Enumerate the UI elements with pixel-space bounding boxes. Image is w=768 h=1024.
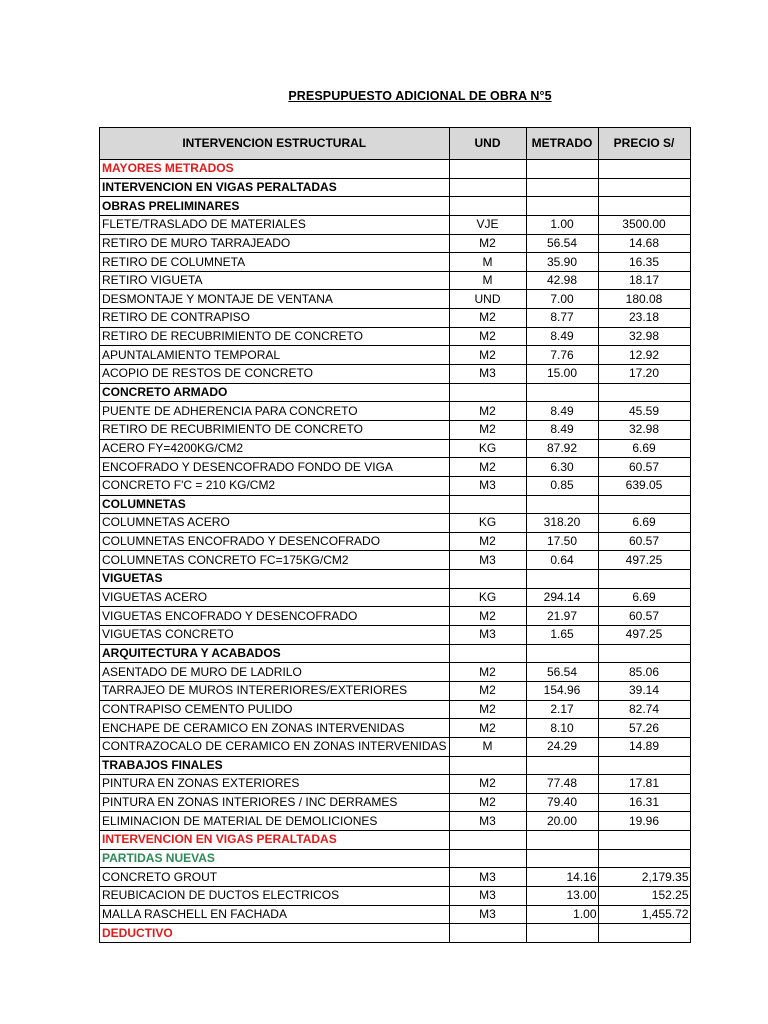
cell-description: RETIRO DE RECUBRIMIENTO DE CONCRETO	[100, 327, 450, 346]
cell-unit: M2	[449, 309, 526, 328]
cell-unit: M	[449, 737, 526, 756]
cell-price: 17.20	[598, 365, 690, 384]
cell-price: 6.69	[598, 439, 690, 458]
cell-unit	[449, 831, 526, 850]
table-row	[100, 532, 691, 551]
cell-unit: KG	[449, 439, 526, 458]
cell-unit	[449, 924, 526, 943]
cell-unit: M2	[449, 681, 526, 700]
cell-description: MALLA RASCHELL EN FACHADA	[100, 905, 450, 924]
cell-unit: M2	[449, 402, 526, 421]
cell-quantity: 294.14	[526, 588, 598, 607]
cell-unit: M2	[449, 458, 526, 477]
cell-description: RETIRO VIGUETA	[100, 271, 450, 290]
cell-quantity	[526, 178, 598, 197]
table-row	[100, 756, 691, 775]
cell-quantity: 14.16	[526, 868, 598, 887]
cell-description: DESMONTAJE Y MONTAJE DE VENTANA	[100, 290, 450, 309]
table-row	[100, 514, 691, 533]
document-title: PRESPUPUESTO ADICIONAL DE OBRA N°5	[288, 89, 552, 103]
cell-price: 16.35	[598, 253, 690, 272]
cell-price: 3500.00	[598, 215, 690, 234]
cell-price	[598, 849, 690, 868]
cell-description: TARRAJEO DE MUROS INTERERIORES/EXTERIORES	[100, 681, 450, 700]
cell-price: 14.89	[598, 737, 690, 756]
table-row	[100, 588, 691, 607]
cell-price: 17.81	[598, 775, 690, 794]
cell-price: 23.18	[598, 309, 690, 328]
table-row	[100, 681, 691, 700]
cell-price: 32.98	[598, 420, 690, 439]
table-row	[100, 458, 691, 477]
table-row	[100, 160, 691, 179]
cell-quantity: 77.48	[526, 775, 598, 794]
cell-quantity: 21.97	[526, 607, 598, 626]
cell-price: 639.05	[598, 476, 690, 495]
cell-description: CONCRETO ARMADO	[100, 383, 450, 402]
cell-unit: M2	[449, 607, 526, 626]
cell-unit: KG	[449, 588, 526, 607]
table-row	[100, 886, 691, 905]
cell-quantity	[526, 197, 598, 216]
table-row	[100, 178, 691, 197]
cell-price: 12.92	[598, 346, 690, 365]
cell-quantity: 8.10	[526, 719, 598, 738]
cell-unit: UND	[449, 290, 526, 309]
cell-unit: M2	[449, 532, 526, 551]
cell-unit: M2	[449, 346, 526, 365]
cell-price	[598, 495, 690, 514]
cell-quantity: 7.00	[526, 290, 598, 309]
header-unit: UND	[449, 128, 526, 160]
cell-description: MAYORES METRADOS	[100, 160, 450, 179]
cell-description: ENCOFRADO Y DESENCOFRADO FONDO DE VIGA	[100, 458, 450, 477]
cell-price: 14.68	[598, 234, 690, 253]
header-description: INTERVENCION ESTRUCTURAL	[100, 128, 450, 160]
cell-quantity: 8.49	[526, 402, 598, 421]
cell-price: 497.25	[598, 626, 690, 645]
cell-unit: VJE	[449, 215, 526, 234]
table-row	[100, 476, 691, 495]
cell-quantity: 2.17	[526, 700, 598, 719]
cell-description: PINTURA EN ZONAS INTERIORES / INC DERRAMES	[100, 793, 450, 812]
cell-description: ARQUITECTURA Y ACABADOS	[100, 644, 450, 663]
cell-description: APUNTALAMIENTO TEMPORAL	[100, 346, 450, 365]
cell-quantity: 20.00	[526, 812, 598, 831]
cell-unit	[449, 383, 526, 402]
cell-description: FLETE/TRASLADO DE MATERIALES	[100, 215, 450, 234]
cell-unit: M2	[449, 420, 526, 439]
cell-description: ACOPIO DE RESTOS DE CONCRETO	[100, 365, 450, 384]
cell-price: 1,455.72	[598, 905, 690, 924]
cell-price	[598, 756, 690, 775]
table-row	[100, 607, 691, 626]
cell-price	[598, 831, 690, 850]
cell-price	[598, 644, 690, 663]
cell-unit: M3	[449, 812, 526, 831]
cell-description: COLUMNETAS ACERO	[100, 514, 450, 533]
cell-price	[598, 178, 690, 197]
cell-unit	[449, 495, 526, 514]
cell-unit: M3	[449, 365, 526, 384]
cell-description: CONCRETO GROUT	[100, 868, 450, 887]
table-row	[100, 215, 691, 234]
cell-description: COLUMNETAS	[100, 495, 450, 514]
table-row	[100, 812, 691, 831]
cell-description: INTERVENCION EN VIGAS PERALTADAS	[100, 831, 450, 850]
cell-unit	[449, 756, 526, 775]
table-row	[100, 719, 691, 738]
table-row	[100, 868, 691, 887]
cell-description: RETIRO DE RECUBRIMIENTO DE CONCRETO	[100, 420, 450, 439]
cell-quantity: 87.92	[526, 439, 598, 458]
cell-quantity: 7.76	[526, 346, 598, 365]
cell-price: 60.57	[598, 532, 690, 551]
header-price: PRECIO S/	[598, 128, 690, 160]
cell-description: RETIRO DE COLUMNETA	[100, 253, 450, 272]
cell-unit	[449, 197, 526, 216]
cell-unit: M3	[449, 886, 526, 905]
cell-quantity: 318.20	[526, 514, 598, 533]
cell-description: INTERVENCION EN VIGAS PERALTADAS	[100, 178, 450, 197]
cell-price	[598, 197, 690, 216]
cell-price	[598, 160, 690, 179]
cell-unit: M3	[449, 626, 526, 645]
table-row	[100, 775, 691, 794]
cell-description: PARTIDAS NUEVAS	[100, 849, 450, 868]
cell-description: OBRAS PRELIMINARES	[100, 197, 450, 216]
cell-price	[598, 383, 690, 402]
cell-unit: M	[449, 253, 526, 272]
cell-price: 6.69	[598, 588, 690, 607]
cell-quantity: 42.98	[526, 271, 598, 290]
cell-quantity: 1.00	[526, 905, 598, 924]
cell-description: COLUMNETAS ENCOFRADO Y DESENCOFRADO	[100, 532, 450, 551]
cell-description: TRABAJOS FINALES	[100, 756, 450, 775]
table-row	[100, 234, 691, 253]
table-row	[100, 327, 691, 346]
cell-price: 85.06	[598, 663, 690, 682]
cell-unit: M3	[449, 905, 526, 924]
table-row	[100, 570, 691, 589]
cell-quantity	[526, 644, 598, 663]
cell-price: 497.25	[598, 551, 690, 570]
table-body	[100, 160, 691, 943]
cell-quantity: 8.77	[526, 309, 598, 328]
cell-unit: M2	[449, 327, 526, 346]
cell-quantity	[526, 831, 598, 850]
table-row	[100, 271, 691, 290]
cell-unit	[449, 644, 526, 663]
table-row	[100, 495, 691, 514]
table-row	[100, 663, 691, 682]
cell-quantity: 56.54	[526, 663, 598, 682]
cell-quantity: 13.00	[526, 886, 598, 905]
cell-quantity	[526, 570, 598, 589]
cell-price: 6.69	[598, 514, 690, 533]
table-row	[100, 831, 691, 850]
cell-quantity: 24.29	[526, 737, 598, 756]
cell-unit: M3	[449, 868, 526, 887]
table-header-row	[100, 128, 691, 160]
table-row	[100, 439, 691, 458]
cell-quantity: 79.40	[526, 793, 598, 812]
table-row	[100, 290, 691, 309]
cell-description: RETIRO DE MURO TARRAJEADO	[100, 234, 450, 253]
header-quantity: METRADO	[526, 128, 598, 160]
cell-unit	[449, 570, 526, 589]
cell-unit: M2	[449, 775, 526, 794]
cell-description: ACERO FY=4200KG/CM2	[100, 439, 450, 458]
cell-quantity: 6.30	[526, 458, 598, 477]
cell-description: RETIRO DE CONTRAPISO	[100, 309, 450, 328]
cell-quantity	[526, 160, 598, 179]
cell-quantity: 154.96	[526, 681, 598, 700]
cell-unit	[449, 160, 526, 179]
table-row	[100, 420, 691, 439]
cell-quantity: 35.90	[526, 253, 598, 272]
table-row	[100, 644, 691, 663]
cell-unit: M2	[449, 663, 526, 682]
cell-price: 39.14	[598, 681, 690, 700]
cell-quantity	[526, 756, 598, 775]
cell-quantity: 0.85	[526, 476, 598, 495]
table-row	[100, 253, 691, 272]
cell-description: CONTRAZOCALO DE CERAMICO EN ZONAS INTERVENIDAS	[100, 737, 450, 756]
cell-quantity: 1.65	[526, 626, 598, 645]
table-row	[100, 905, 691, 924]
cell-description: ASENTADO DE MURO DE LADRILO	[100, 663, 450, 682]
cell-price: 18.17	[598, 271, 690, 290]
cell-unit	[449, 178, 526, 197]
cell-price	[598, 570, 690, 589]
table-row	[100, 402, 691, 421]
cell-description: COLUMNETAS CONCRETO FC=175KG/CM2	[100, 551, 450, 570]
cell-unit: M3	[449, 476, 526, 495]
cell-description: DEDUCTIVO	[100, 924, 450, 943]
cell-price: 2,179.35	[598, 868, 690, 887]
table-row	[100, 197, 691, 216]
cell-quantity: 17.50	[526, 532, 598, 551]
cell-unit	[449, 849, 526, 868]
cell-description: PUENTE DE ADHERENCIA PARA CONCRETO	[100, 402, 450, 421]
cell-price: 45.59	[598, 402, 690, 421]
cell-price: 32.98	[598, 327, 690, 346]
table-row	[100, 924, 691, 943]
cell-quantity: 8.49	[526, 420, 598, 439]
cell-description: VIGUETAS ACERO	[100, 588, 450, 607]
cell-price: 16.31	[598, 793, 690, 812]
cell-unit: M2	[449, 700, 526, 719]
cell-unit: M2	[449, 793, 526, 812]
cell-quantity	[526, 924, 598, 943]
cell-description: VIGUETAS	[100, 570, 450, 589]
cell-unit: M2	[449, 234, 526, 253]
cell-quantity: 15.00	[526, 365, 598, 384]
cell-unit: KG	[449, 514, 526, 533]
budget-table	[99, 127, 691, 943]
cell-price: 19.96	[598, 812, 690, 831]
cell-price: 180.08	[598, 290, 690, 309]
table-row	[100, 737, 691, 756]
table-row	[100, 849, 691, 868]
cell-price: 60.57	[598, 458, 690, 477]
cell-price	[598, 924, 690, 943]
cell-description: CONCRETO F'C = 210 KG/CM2	[100, 476, 450, 495]
cell-description: VIGUETAS CONCRETO	[100, 626, 450, 645]
cell-quantity: 8.49	[526, 327, 598, 346]
cell-description: CONTRAPISO CEMENTO PULIDO	[100, 700, 450, 719]
cell-unit: M3	[449, 551, 526, 570]
cell-unit: M2	[449, 719, 526, 738]
cell-description: ELIMINACION DE MATERIAL DE DEMOLICIONES	[100, 812, 450, 831]
table-row	[100, 793, 691, 812]
cell-price: 152.25	[598, 886, 690, 905]
cell-price: 57.26	[598, 719, 690, 738]
table-row	[100, 383, 691, 402]
table-row	[100, 551, 691, 570]
cell-quantity	[526, 495, 598, 514]
cell-price: 60.57	[598, 607, 690, 626]
cell-description: PINTURA EN ZONAS EXTERIORES	[100, 775, 450, 794]
table-row	[100, 365, 691, 384]
table-row	[100, 309, 691, 328]
cell-quantity	[526, 383, 598, 402]
cell-quantity: 1.00	[526, 215, 598, 234]
table-row	[100, 626, 691, 645]
cell-quantity: 56.54	[526, 234, 598, 253]
table-row	[100, 700, 691, 719]
cell-description: ENCHAPE DE CERAMICO EN ZONAS INTERVENIDAS	[100, 719, 450, 738]
cell-description: REUBICACION DE DUCTOS ELECTRICOS	[100, 886, 450, 905]
cell-description: VIGUETAS ENCOFRADO Y DESENCOFRADO	[100, 607, 450, 626]
cell-quantity: 0.64	[526, 551, 598, 570]
table-row	[100, 346, 691, 365]
cell-price: 82.74	[598, 700, 690, 719]
cell-unit: M	[449, 271, 526, 290]
cell-quantity	[526, 849, 598, 868]
